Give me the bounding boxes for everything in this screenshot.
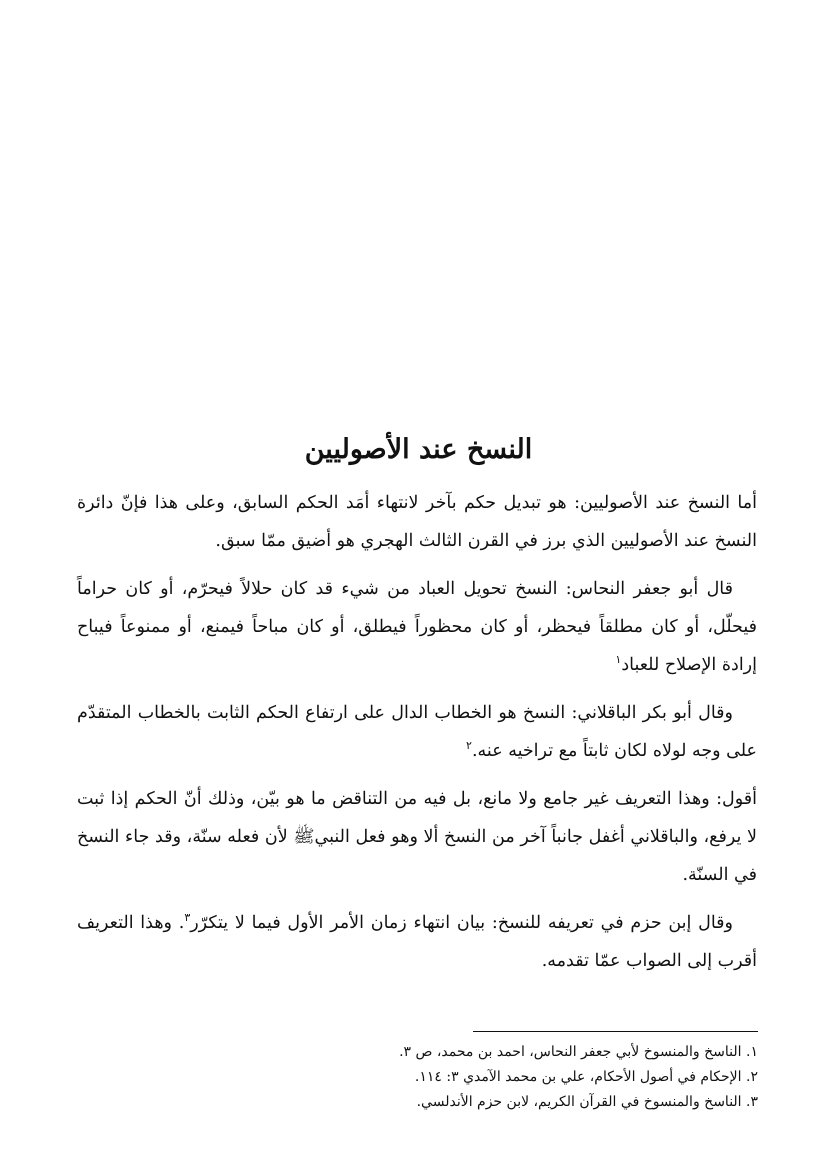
footnote-divider xyxy=(473,1031,758,1032)
footnote-item: ١. الناسخ والمنسوخ لأبي جعفر النحاس، احمد بن محمد، ص ٣. xyxy=(399,1044,758,1060)
footnote-marker: ٣ xyxy=(184,911,191,925)
body-text xyxy=(77,484,757,990)
paragraph-definition xyxy=(77,484,757,560)
paragraph-text: قال أبو جعفر النحاس: النسخ تحويل العباد من شيء قد كان حلالاً فيحرّم، أو كان حراماً فيحلّل، أو كان مطلقاً فيحظر، أو كان محظوراً فيطلق، أو كان مباحاً فيمنع، أو ممنوعاً فيباح إرادة الإصلاح للعباد xyxy=(77,579,757,675)
paragraph-text: وقال إبن حزم في تعريفه للنسخ: بيان انتهاء زمان الأمر الأول فيما لا يتكرّر xyxy=(190,913,734,933)
footnote-item: ٣. الناسخ والمنسوخ في القرآن الكريم، لابن حزم الأندلسي. xyxy=(416,1094,758,1110)
footnotes xyxy=(300,1040,758,1115)
section-heading: النسخ عند الأصوليين xyxy=(304,434,533,465)
paragraph-ibn-hazm xyxy=(77,904,757,980)
footnote-item: ٢. الإحكام في أصول الأحكام، علي بن محمد الآمدي ٣: ١١٤. xyxy=(414,1069,758,1085)
paragraph-text-tail: . وهذا التعريف أقرب إلى الصواب عمّا تقدمه. xyxy=(77,913,757,971)
paragraph-text: وقال أبو بكر الباقلاني: النسخ هو الخطاب الدال على ارتفاع الحكم الثابت بالخطاب المتقدّم على وجه لولاه لكان ثابتاً مع تراخيه عنه. xyxy=(77,703,757,761)
footnote-marker: ٢ xyxy=(466,739,472,753)
paragraph-text: أقول: وهذا التعريف غير جامع ولا مانع، بل فيه من التناقض ما هو بيّن، وذلك أنّ الحكم إذا ثبت لا يرفع، والباقلاني أغفل جانباً آخر من النسخ ألا وهو فعل النبيﷺ لأن فعله سنّة، وقد جاء النسخ في السنّة. xyxy=(77,789,757,885)
footnote-marker: ١ xyxy=(615,653,622,667)
paragraph-nahhas xyxy=(77,570,757,684)
paragraph-critique xyxy=(77,780,757,894)
paragraph-text: أما النسخ عند الأصوليين: هو تبديل حكم بآخر لانتهاء أمَد الحكم السابق، وعلى هذا فإنّ دائرة النسخ عند الأصوليين الذي برز في القرن الثالث الهجري هو أضيق ممّا سبق. xyxy=(77,493,757,551)
paragraph-baqillani xyxy=(77,694,757,770)
